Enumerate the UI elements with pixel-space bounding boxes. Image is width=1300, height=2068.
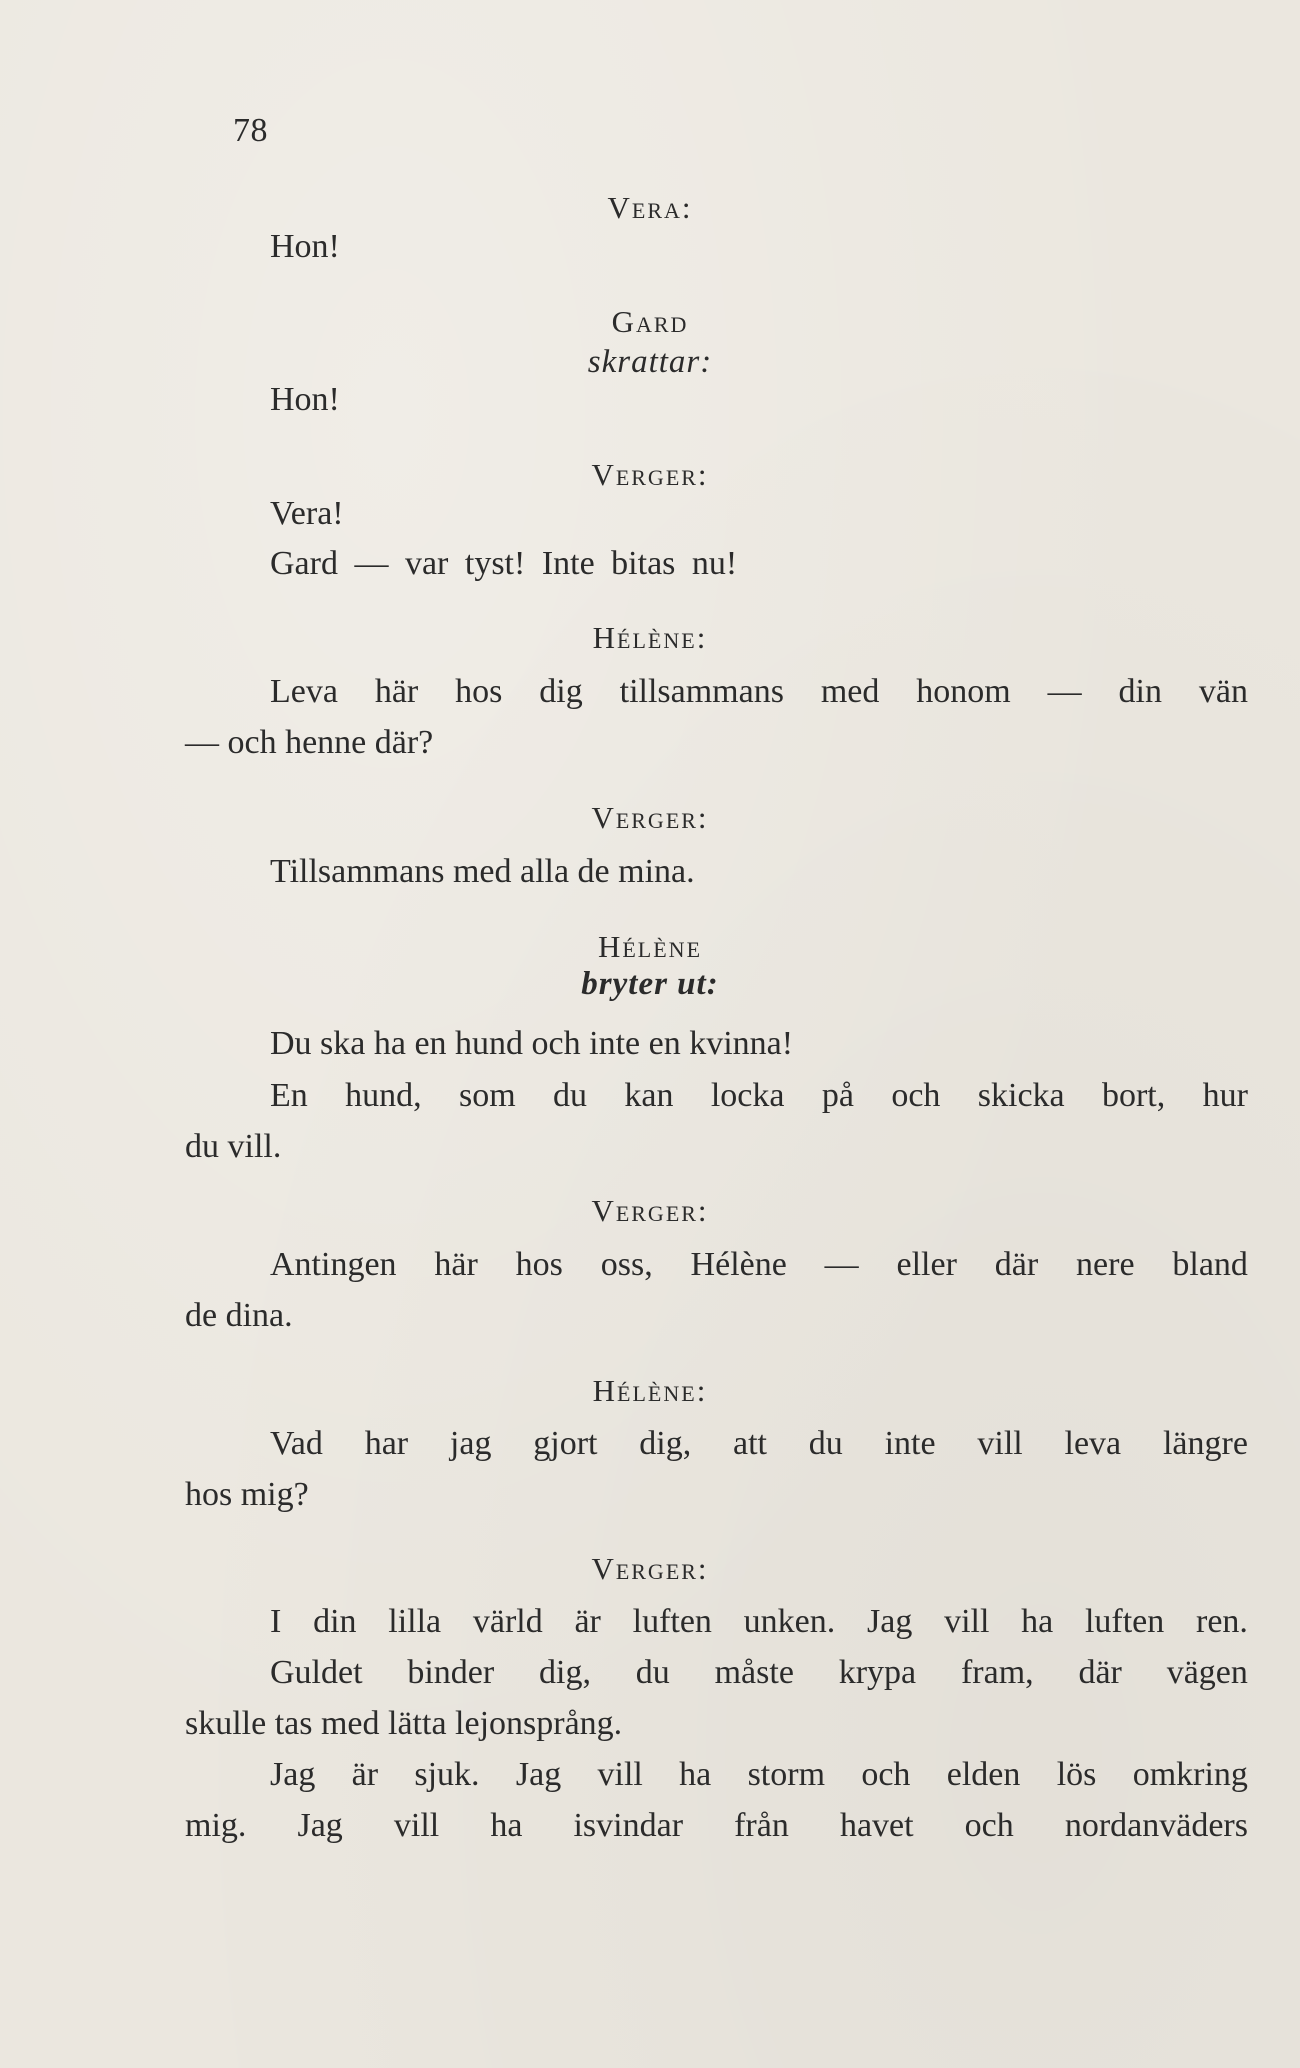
word: storm [747,1756,826,1793]
word: Jag [515,1756,562,1793]
word: omkring [1132,1756,1248,1793]
speaker-gard: Gard [611,304,689,339]
word: Jag [297,1807,343,1844]
dialogue-line: du vill. [185,1128,282,1165]
word: mig. [185,1807,247,1844]
word: isvindar [573,1807,684,1844]
dialogue-line: hos mig? [185,1476,309,1513]
word: skicka [977,1077,1065,1114]
word: sjuk. [414,1756,480,1793]
dialogue-line [270,1246,1248,1284]
word: du [808,1425,843,1462]
word: att [733,1425,767,1462]
word: havet [839,1807,914,1844]
word: fram, [960,1654,1034,1691]
word: — [824,1246,859,1283]
word: vill [944,1603,990,1640]
word: vill [977,1425,1023,1462]
dialogue-line [270,1654,1248,1692]
word: tillsammans [619,673,784,710]
speaker-helene: Hélène: [592,620,708,655]
word: vägen [1166,1654,1248,1691]
word: värld [472,1603,543,1640]
dialogue-line: skulle tas med lätta lejonsprång. [185,1705,623,1742]
word: oss, [600,1246,653,1283]
page-number: 78 [233,112,268,149]
word: längre [1162,1425,1248,1462]
word: Antingen [270,1246,397,1283]
word: I [270,1603,282,1640]
word: Vad [270,1425,323,1462]
word: här [434,1246,478,1283]
word: ha [490,1807,523,1844]
word: från [734,1807,789,1844]
word: lilla [388,1603,442,1640]
word: hund, [345,1077,422,1114]
word: Guldet [270,1654,363,1691]
word: vän [1198,673,1248,710]
word: nordanväders [1064,1807,1248,1844]
dialogue-line: — och henne där? [185,724,434,761]
word: Hélène [690,1246,787,1283]
dialogue-line: Tillsammans med alla de mina. [270,853,695,890]
word: dig, [539,1654,591,1691]
word: lös [1056,1756,1097,1793]
word: ha [679,1756,712,1793]
dialogue-line: Vera! [270,495,344,532]
word: måste [714,1654,794,1691]
word: bort, [1101,1077,1166,1114]
word: och [891,1077,941,1114]
speaker-helene: Hélène [597,929,703,964]
word: hos [515,1246,563,1283]
word: ha [1021,1603,1054,1640]
word: gjort [533,1425,598,1462]
dialogue-line [270,1756,1248,1794]
dialogue-line [270,1603,1248,1641]
word: vill [393,1807,440,1844]
word: är [574,1603,601,1640]
word: och [964,1807,1014,1844]
word: och [861,1756,911,1793]
word: luften [632,1603,712,1640]
word: som [459,1077,516,1114]
dialogue-line [185,1807,1248,1845]
word: du [635,1654,670,1691]
word: din [1118,673,1162,710]
dialogue-line: Du ska ha en hund och inte en kvinna! [270,1025,794,1062]
word: dig, [639,1425,692,1462]
speaker-verger: Verger: [591,1551,709,1586]
word: unken. [743,1603,836,1640]
word: dig [539,673,583,710]
speaker-verger: Verger: [591,800,709,835]
word: inte [884,1425,936,1462]
dialogue-line: Hon! [270,228,340,265]
speaker-verger: Verger: [591,1193,709,1228]
word: du [553,1077,588,1114]
word: Jag [270,1756,316,1793]
word: leva [1064,1425,1122,1462]
word: krypa [838,1654,917,1691]
word: eller [896,1246,957,1283]
word: där [1078,1654,1122,1691]
word: på [821,1077,854,1114]
word: — [1047,673,1082,710]
word: Leva [270,673,338,710]
word: har [364,1425,409,1462]
stage-direction: skrattar: [587,344,713,380]
word: ren. [1196,1603,1248,1640]
dialogue-line [270,1077,1248,1115]
word: luften [1084,1603,1165,1640]
word: honom [916,673,1011,710]
dialogue-line: Gard — var tyst! Inte bitas nu! [270,545,738,582]
dialogue-line [270,673,1248,711]
word: jag [449,1425,492,1462]
word: locka [710,1077,785,1114]
speaker-helene: Hélène: [592,1373,708,1408]
word: En [270,1077,308,1114]
speaker-vera: Vera: [607,190,693,225]
word: här [374,673,419,710]
word: där [994,1246,1039,1283]
word: vill [597,1756,643,1793]
word: är [351,1756,379,1793]
word: hos [455,673,503,710]
word: nere [1076,1246,1135,1283]
dialogue-line: Hon! [270,381,340,418]
word: bland [1172,1246,1248,1283]
speaker-verger: Verger: [591,457,709,492]
word: med [820,673,880,710]
stage-direction: bryter ut: [581,966,719,1002]
word: Jag [867,1603,913,1640]
word: kan [624,1077,674,1114]
word: binder [407,1654,495,1691]
word: hur [1202,1077,1248,1114]
dialogue-line: de dina. [185,1297,293,1334]
dialogue-line [270,1425,1248,1463]
word: elden [946,1756,1021,1793]
word: din [313,1603,357,1640]
